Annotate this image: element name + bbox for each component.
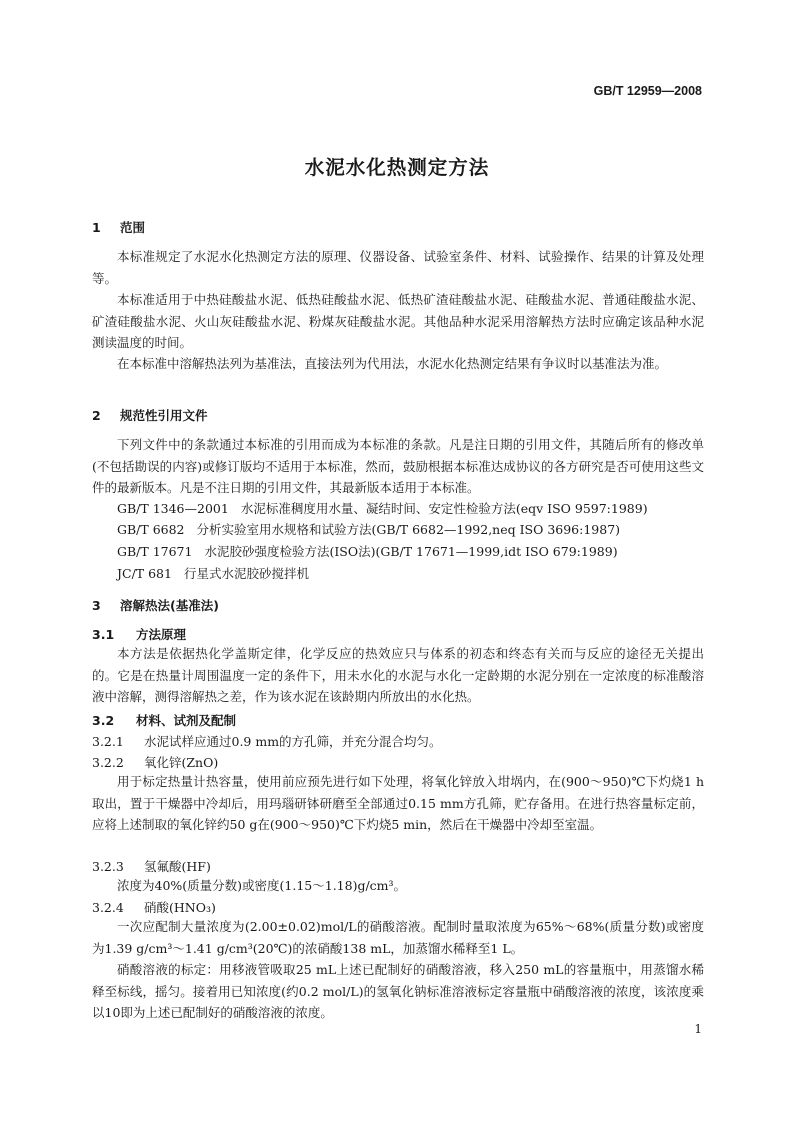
reference-item bbox=[117, 564, 309, 582]
paragraph: 用于标定热量计热容量，使用前应预先进行如下处理，将氧化锌放入坩埚内，在(900～950)℃下灼烧1 h取出，置于干燥器中冷却后，用玛瑙研钵研磨至全部通过0.15 mm方孔筛，贮存备用。在进行热容量标定前，应将上述制取的氧化锌约50 g在(900～950)℃下灼烧5 min，然后在干燥器中冷却至室温。 bbox=[92, 774, 704, 832]
reference-code: GB/T 1346—2001 bbox=[117, 501, 229, 516]
section-number: 2 bbox=[92, 408, 101, 423]
paragraph: 在本标准中溶解热法列为基准法，直接法列为代用法，水泥水化热测定结果有争议时以基准法为准。 bbox=[117, 356, 668, 371]
section-title: 方法原理 bbox=[136, 627, 187, 642]
clause-text: 水泥试样应通过0.9 mm的方孔筛，并充分混合均匀。 bbox=[144, 734, 442, 749]
clause-3-2-3 bbox=[92, 857, 211, 875]
section-number: 3.1 bbox=[92, 627, 115, 642]
paragraph: 硝酸溶液的标定：用移液管吸取25 mL上述已配制好的硝酸溶液，移入250 mL的容量瓶中，用蒸馏水稀释至标线，摇匀。接着用已知浓度(约0.2 mol/L)的氢氧化钠标准溶液标定容量瓶中硝酸溶液的浓度，该浓度乘以10即为上述已配制好的硝酸溶液的浓度。 bbox=[92, 962, 704, 1020]
reference-item bbox=[117, 499, 648, 517]
section-number: 3.2.3 bbox=[92, 859, 124, 874]
reference-title: 行星式水泥胶砂搅拌机 bbox=[183, 566, 309, 581]
clause-heading: 硝酸(HNO₃) bbox=[144, 900, 216, 915]
section-2-heading bbox=[92, 406, 208, 424]
reference-code: GB/T 17671 bbox=[117, 544, 193, 559]
reference-code: JC/T 681 bbox=[117, 566, 172, 581]
section-1-heading bbox=[92, 218, 145, 236]
reference-title: 分析实验室用水规格和试验方法(GB/T 6682—1992,neq ISO 3696:1987) bbox=[196, 522, 621, 537]
reference-code: GB/T 6682 bbox=[117, 522, 185, 537]
paragraph: 一次应配制大量浓度为(2.00±0.02)mol/L的硝酸溶液。配制时量取浓度为65%～68%(质量分数)或密度为1.39 g/cm³～1.41 g/cm³(20℃)的浓硝酸138 mL，加蒸馏水稀释至1 L。 bbox=[92, 919, 704, 956]
clause-3-2-4 bbox=[92, 898, 216, 916]
section-number: 3 bbox=[92, 598, 101, 613]
subsection-3-2-heading bbox=[92, 711, 236, 729]
section-title: 规范性引用文件 bbox=[120, 408, 208, 423]
reference-title: 水泥胶砂强度检验方法(ISO法)(GB/T 17671—1999,idt ISO 679:1989) bbox=[204, 544, 618, 559]
section-title: 材料、试剂及配制 bbox=[136, 713, 237, 728]
section-number: 3.2 bbox=[92, 713, 115, 728]
paragraph: 本方法是依据热化学盖斯定律，化学反应的热效应只与体系的初态和终态有关而与反应的途径无关提出的。它是在热量计周围温度一定的条件下，用未水化的水泥与水化一定龄期的水泥分别在一定浓度的标准酸溶液中溶解，测得溶解热之差，作为该水泥在该龄期内所放出的水化热。 bbox=[92, 646, 704, 704]
paragraph: 本标准适用于中热硅酸盐水泥、低热硅酸盐水泥、低热矿渣硅酸盐水泥、硅酸盐水泥、普通硅酸盐水泥、矿渣硅酸盐水泥、火山灰硅酸盐水泥、粉煤灰硅酸盐水泥。其他品种水泥采用溶解热方法时应确定该品种水泥测读温度的时间。 bbox=[92, 292, 704, 350]
paragraph: 下列文件中的条款通过本标准的引用而成为本标准的条款。凡是注日期的引用文件，其随后所有的修改单(不包括勘误的内容)或修订版均不适用于本标准，然而，鼓励根据本标准达成协议的各方研究是否可使用这些文件的最新版本。凡是不注日期的引用文件，其最新版本适用于本标准。 bbox=[92, 437, 704, 495]
paragraph: 本标准规定了水泥水化热测定方法的原理、仪器设备、试验室条件、材料、试验操作、结果的计算及处理等。 bbox=[92, 249, 704, 286]
section-title: 溶解热法(基准法) bbox=[120, 598, 219, 613]
section-title: 范围 bbox=[120, 220, 146, 235]
reference-item bbox=[117, 542, 618, 560]
section-number: 1 bbox=[92, 220, 101, 235]
section-number: 3.2.4 bbox=[92, 900, 124, 915]
section-number: 3.2.2 bbox=[92, 755, 124, 770]
reference-title: 水泥标准稠度用水量、凝结时间、安定性检验方法(eqv ISO 9597:1989) bbox=[240, 501, 648, 516]
document-title: 水泥水化热测定方法 bbox=[304, 156, 490, 179]
clause-3-2-2 bbox=[92, 753, 218, 771]
reference-item bbox=[117, 520, 620, 538]
subsection-3-1-heading bbox=[92, 625, 186, 643]
section-3-heading bbox=[92, 596, 219, 614]
clause-heading: 氧化锌(ZnO) bbox=[144, 755, 219, 770]
standard-number: GB/T 12959—2008 bbox=[593, 84, 702, 98]
paragraph: 浓度为40%(质量分数)或密度(1.15～1.18)g/cm³。 bbox=[117, 878, 407, 893]
section-number: 3.2.1 bbox=[92, 734, 124, 749]
clause-3-2-1 bbox=[92, 732, 442, 750]
page-number: 1 bbox=[694, 1022, 702, 1036]
clause-heading: 氢氟酸(HF) bbox=[144, 859, 211, 874]
